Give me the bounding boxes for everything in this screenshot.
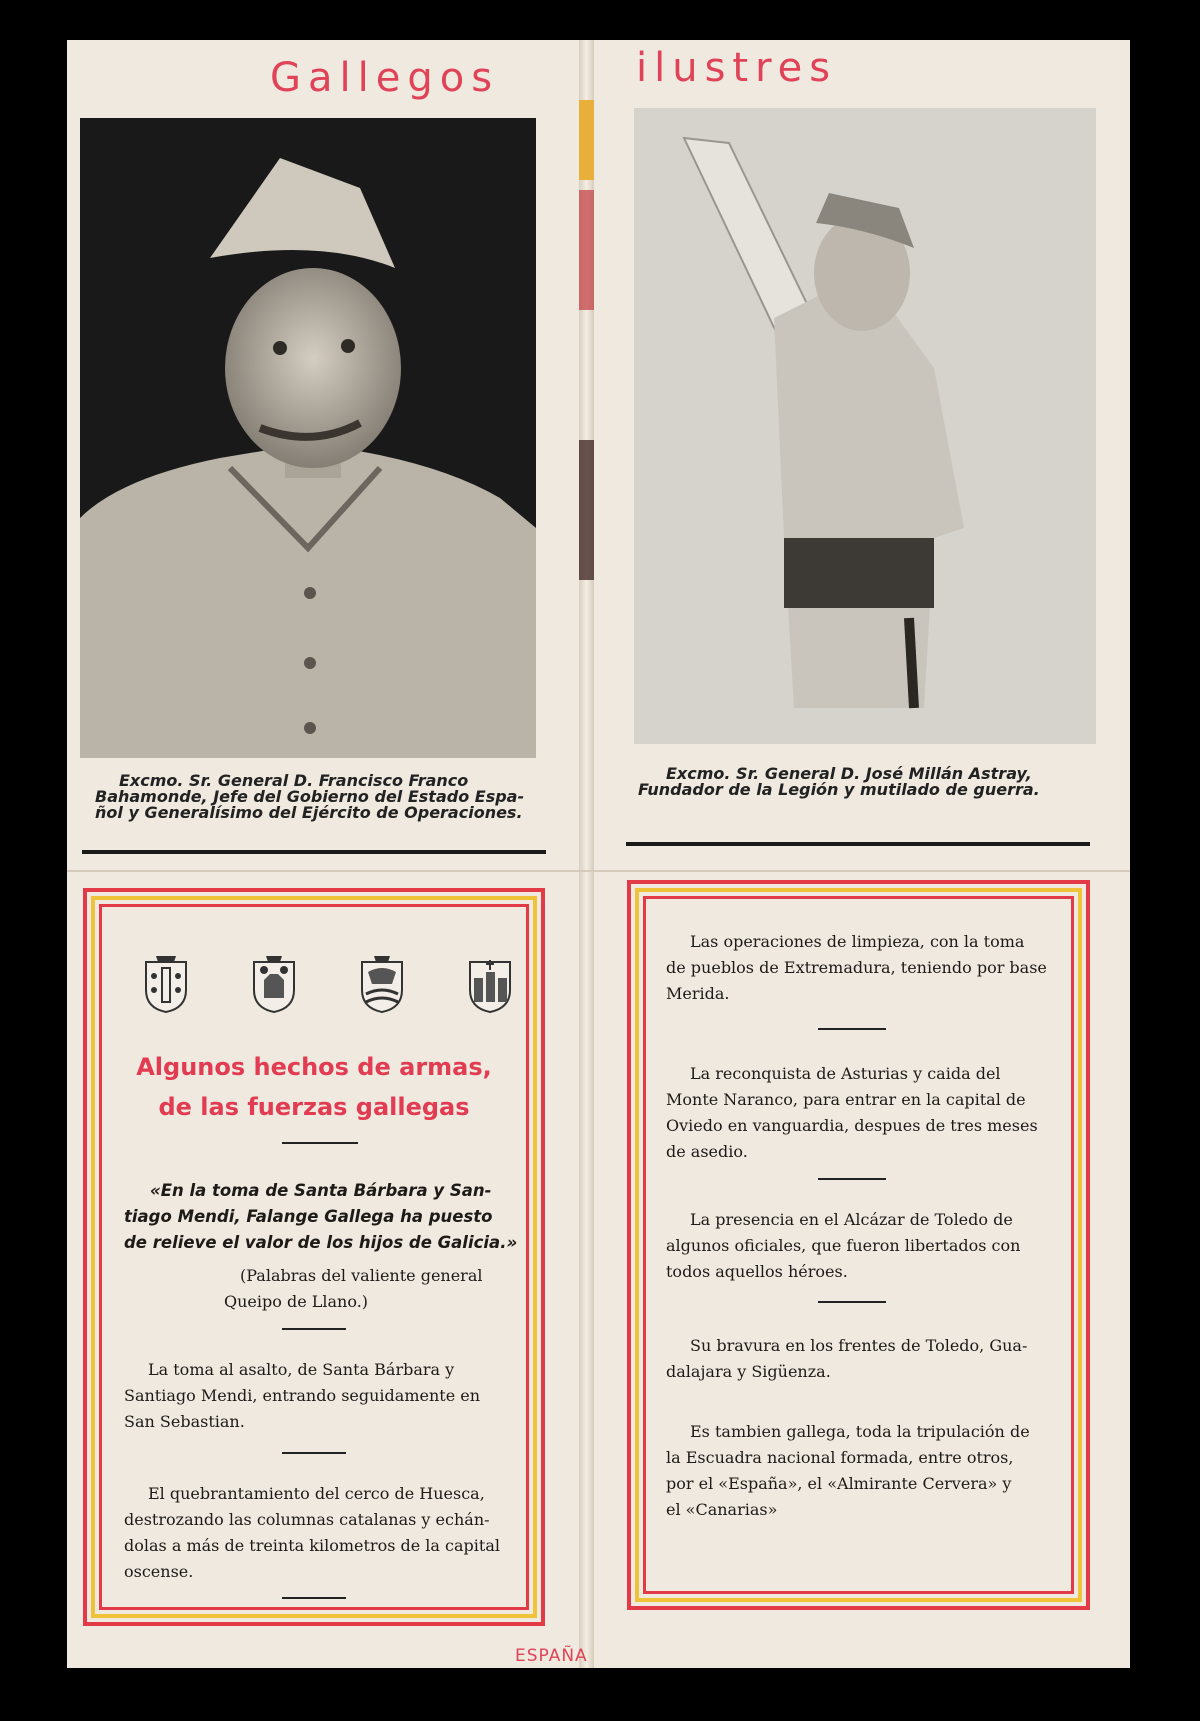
footer-peek-text: ESPAÑA <box>515 1646 588 1666</box>
separator <box>818 1178 886 1180</box>
paragraph-line: La reconquista de Asturias y caida del <box>690 1064 1001 1083</box>
paragraph-line: de asedio. <box>666 1142 748 1161</box>
separator <box>282 1328 346 1330</box>
paragraph-line: de pueblos de Extremadura, teniendo por base <box>666 958 1047 977</box>
coat-of-arms-icon <box>142 952 190 1014</box>
paragraph-line: destrozando las columnas catalanas y echán- <box>124 1510 490 1529</box>
paragraph-line: El quebrantamiento del cerco de Huesca, <box>148 1484 485 1503</box>
header-right-word: ilustres <box>636 45 838 91</box>
facts-box-left <box>83 888 545 1626</box>
quote-line: de relieve el valor de los hijos de Galicia.» <box>124 1233 518 1252</box>
coat-of-arms-icon <box>250 952 298 1014</box>
horizontal-fold-line <box>67 870 1130 872</box>
separator <box>818 1301 886 1303</box>
separator <box>282 1597 346 1599</box>
separator <box>282 1452 346 1454</box>
separator <box>818 1028 886 1030</box>
paragraph-line: Las operaciones de limpieza, con la toma <box>690 932 1025 951</box>
paragraph-line: oscense. <box>124 1562 194 1581</box>
paragraph <box>666 1061 1060 1165</box>
paragraph-line: dalajara y Sigüenza. <box>666 1362 831 1381</box>
paragraph-line: Merida. <box>666 984 730 1003</box>
box-title-line: Algunos hechos de armas, <box>136 1053 492 1081</box>
quote-attribution <box>224 1263 514 1315</box>
gutter-color-strip <box>579 440 594 580</box>
portrait-photo-left <box>80 118 536 758</box>
quote-line: «En la toma de Santa Bárbara y San- <box>150 1181 492 1200</box>
paragraph <box>666 1419 1060 1523</box>
caption-line: Excmo. Sr. General D. Francisco Franco <box>119 771 469 790</box>
facts-box-right <box>627 880 1090 1610</box>
paragraph <box>124 1357 519 1435</box>
paragraph-line: todos aquellos héroes. <box>666 1262 848 1281</box>
paragraph-line: Su bravura en los frentes de Toledo, Gua- <box>690 1336 1028 1355</box>
paragraph-line: dolas a más de treinta kilometros de la capital <box>124 1536 500 1555</box>
coat-of-arms-icon <box>466 952 514 1014</box>
saluting-figure <box>634 108 1096 744</box>
quote-block <box>124 1178 519 1256</box>
paragraph <box>666 929 1060 1007</box>
quote-line: tiago Mendi, Falange Gallega ha puesto <box>124 1207 493 1226</box>
paragraph-line: la Escuadra nacional formada, entre otros, <box>666 1448 1014 1467</box>
attribution-line: Queipo de Llano.) <box>224 1292 369 1311</box>
caption-right <box>638 766 1080 798</box>
paragraph-line: por el «España», el «Almirante Cervera» y <box>666 1474 1012 1493</box>
portrait-photo-right <box>634 108 1096 744</box>
caption-line: Bahamonde, Jefe del Gobierno del Estado Espa- <box>95 787 525 806</box>
paragraph-line: algunos oficiales, que fueron libertados con <box>666 1236 1021 1255</box>
paragraph-line: el «Canarias» <box>666 1500 778 1519</box>
gutter-color-strip <box>579 190 594 310</box>
header-left-word: Gallegos <box>270 55 500 101</box>
caption-line: Excmo. Sr. General D. José Millán Astray, <box>666 764 1032 783</box>
paragraph-line: San Sebastian. <box>124 1412 245 1431</box>
coat-of-arms-icon <box>358 952 406 1014</box>
caption-line: ñol y Generalísimo del Ejército de Operaciones. <box>95 803 523 822</box>
paragraph-line: Monte Naranco, para entrar en la capital de <box>666 1090 1026 1109</box>
paragraph-line: Oviedo en vanguardia, despues de tres meses <box>666 1116 1038 1135</box>
paragraph <box>666 1333 1060 1385</box>
facts-box-right-content <box>646 899 1071 1591</box>
facts-box-left-content <box>102 907 526 1607</box>
portrait-figure <box>80 118 536 758</box>
separator <box>282 1142 358 1144</box>
box-title-line: de las fuerzas gallegas <box>158 1093 470 1121</box>
paragraph-line: La presencia en el Alcázar de Toledo de <box>690 1210 1013 1229</box>
paragraph-line: La toma al asalto, de Santa Bárbara y <box>148 1360 455 1379</box>
caption-left <box>95 773 533 821</box>
box-title <box>102 1047 526 1127</box>
gutter-color-strip <box>579 100 594 180</box>
attribution-line: (Palabras del valiente general <box>240 1266 483 1285</box>
paragraph <box>666 1207 1060 1285</box>
divider-rule-left <box>82 850 546 854</box>
divider-rule-right <box>626 842 1090 846</box>
caption-line: Fundador de la Legión y mutilado de guerra. <box>638 780 1040 799</box>
paragraph-line: Santiago Mendi, entrando seguidamente en <box>124 1386 481 1405</box>
paragraph-line: Es tambien gallega, toda la tripulación de <box>690 1422 1030 1441</box>
paragraph <box>124 1481 519 1585</box>
center-fold-gutter <box>579 40 594 1668</box>
